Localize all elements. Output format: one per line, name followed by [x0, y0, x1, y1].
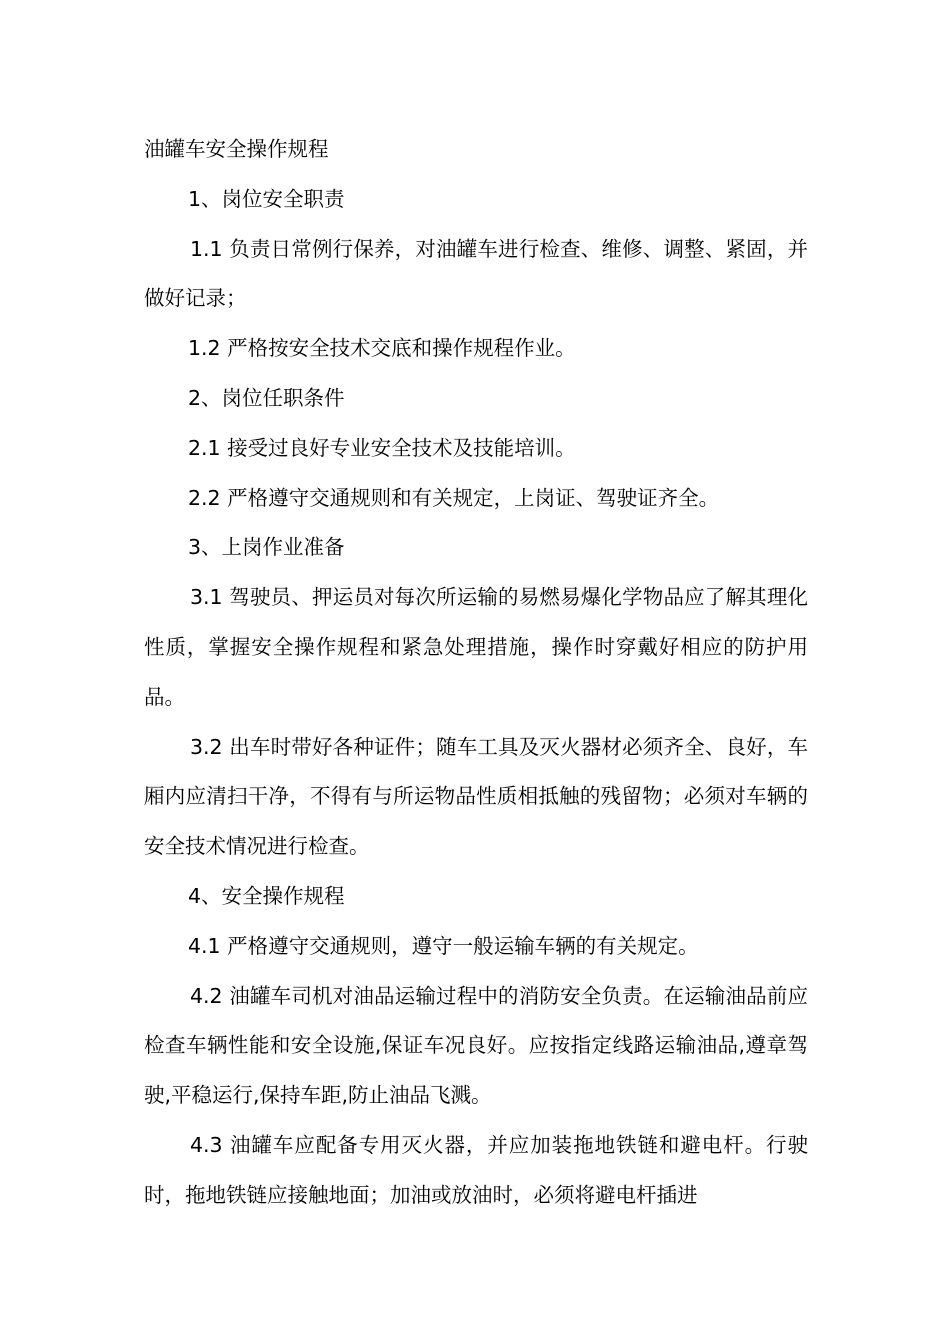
section-heading-4: 4、安全操作规程: [188, 883, 345, 908]
paragraph-2-1: 2.1 接受过良好专业安全技术及技能培训。: [188, 435, 576, 460]
section-heading-2: 2、岗位任职条件: [188, 385, 345, 410]
paragraph-3-1: 3.1 驾驶员、押运员对每次所运输的易燃易爆化学物品应了解其理化性质，掌握安全操作规程和紧急处理措施，操作时穿戴好相应的防护用品。: [144, 585, 808, 709]
document-title: 油罐车安全操作规程: [144, 137, 329, 161]
paragraph-4-1: 4.1 严格遵守交通规则，遵守一般运输车辆的有关规定。: [188, 933, 699, 958]
paragraph-1-2: 1.2 严格按安全技术交底和操作规程作业。: [188, 336, 576, 361]
paragraph-4-2: 4.2 油罐车司机对油品运输过程中的消防安全负责。在运输油品前应检查车辆性能和安全设施,保证车况良好。应按指定线路运输油品,遵章驾驶,平稳运行,保持车距,防止油品飞溅。: [144, 983, 808, 1108]
paragraph-1-1: 1.1 负责日常例行保养，对油罐车进行检查、维修、调整、紧固，并做好记录；: [144, 236, 808, 311]
paragraph-2-2: 2.2 严格遵守交通规则和有关规定，上岗证、驾驶证齐全。: [188, 485, 720, 510]
paragraph-3-2: 3.2 出车时带好各种证件；随车工具及灭火器材必须齐全、良好，车厢内应清扫干净，不得有与所运物品性质相抵触的残留物；必须对车辆的安全技术情况进行检查。: [144, 734, 808, 859]
paragraph-4-3: 4.3 油罐车应配备专用灭火器，并应加装拖地铁链和避电杆。行驶时，拖地铁链应接触地面；加油或放油时，必须将避电杆插进: [144, 1132, 808, 1207]
section-heading-1: 1、岗位安全职责: [188, 186, 345, 211]
section-heading-3: 3、上岗作业准备: [188, 535, 345, 560]
document-body: [144, 125, 808, 1221]
